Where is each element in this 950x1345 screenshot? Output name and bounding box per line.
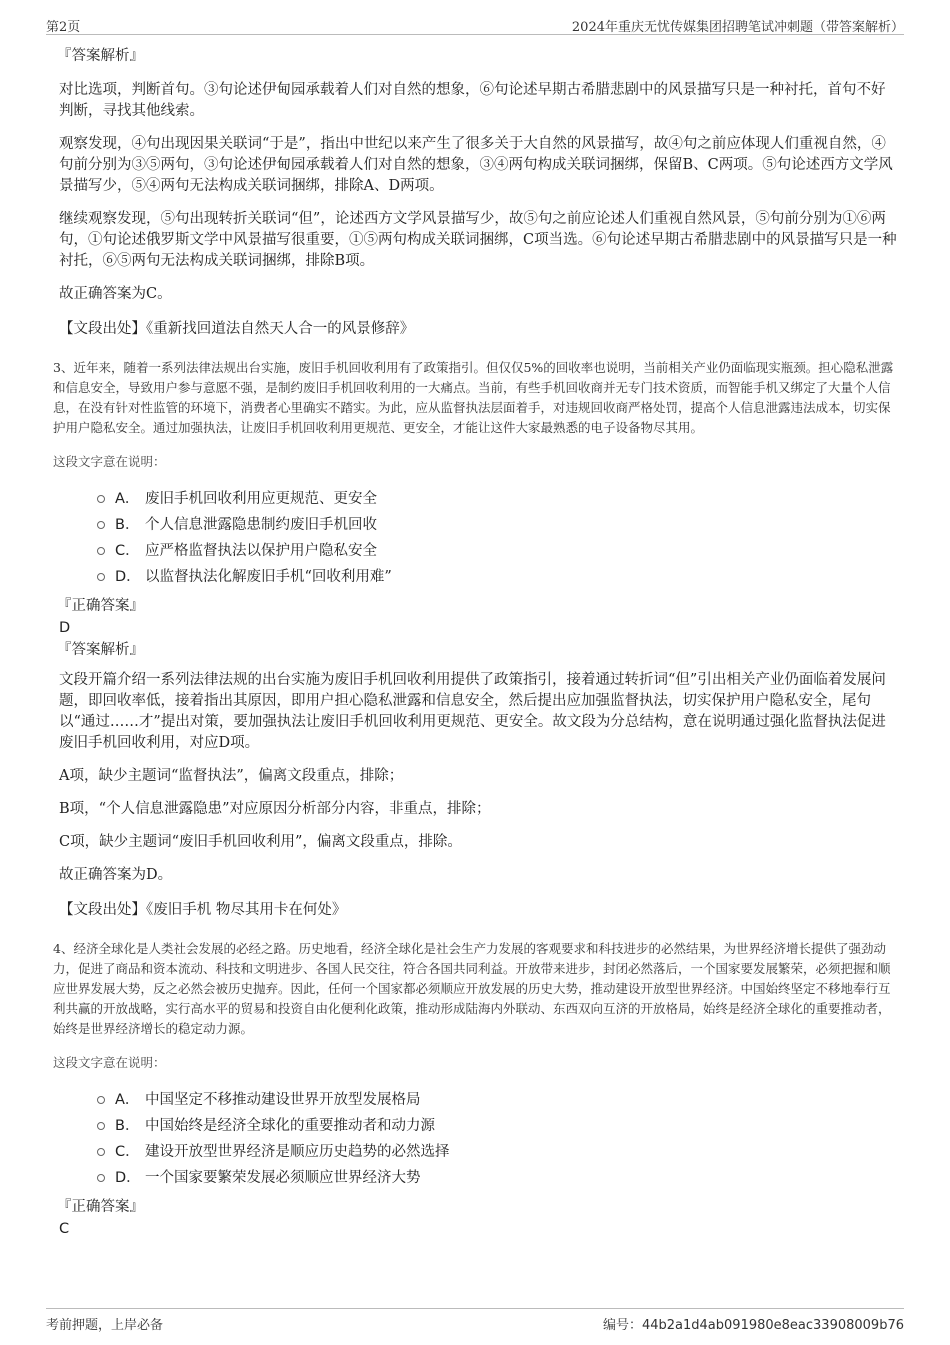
option-text: 建设开放型世界经济是顺应历史趋势的必然选择 — [145, 1144, 450, 1160]
answer-label: 『正确答案』 — [57, 598, 144, 614]
option-a[interactable] — [97, 486, 897, 512]
analysis-paragraph: A项，缺少主题词“监督执法”，偏离文段重点，排除； — [59, 768, 404, 784]
passage-source: 【文段出处】《重新找回道法自然天人合一的风景修辞》 — [59, 321, 415, 337]
option-text: 中国始终是经济全球化的重要推动者和动力源 — [145, 1118, 435, 1134]
analysis-paragraph: 观察发现，④句出现因果关联词“于是”，指出中世纪以来产生了很多关于大自然的风景描写，故④句之前应体现人们重视自然，④句前分别为③⑤两句，③句论述伊甸园承载着人们对自然的想象，③④两句构成关联词捆绑，保留B、C两项。⑤句论述西方文学风景描写少，⑤④两句无法构成关联词捆绑，排除A、D两项。 — [59, 136, 893, 194]
analysis-paragraph: 继续观察发现，⑤句出现转折关联词“但”，论述西方文学风景描写少，故⑤句之前应论述人们重视自然风景，⑤句前分别为①⑥两句，①句论述俄罗斯文学中风景描写很重要，①⑤两句构成关联词捆绑，C项当选。⑥句论述早期古希腊悲剧中的风景描写只是一种衬托，⑥⑤两句无法构成关联词捆绑，排除B项。 — [59, 211, 897, 269]
radio-icon[interactable] — [97, 573, 105, 581]
option-letter: D． — [115, 1170, 141, 1186]
option-text: 应严格监督执法以保护用户隐私安全 — [145, 543, 377, 559]
question-3-text: 3、近年来，随着一系列法律法规出台实施，废旧手机回收利用有了政策指引。但仅仅5%的回收率也说明，当前相关产业仍面临现实瓶颈。担心隐私泄露和信息安全，导致用户参与意愿不强，是制约废旧手机回收利用的一大痛点。当前，有些手机回收商并无专门技术资质，而智能手机又绑定了大量个人信息，在没有针对性监管的环境下，消费者心里确实不踏实。为此，应从监督执法层面着手，对违规回收商严格处罚，提高个人信息泄露违法成本，切实保护用户隐私安全。通过加强执法，让废旧手机回收利用更规范、更安全，才能让这件大家最熟悉的电子设备物尽其用。 — [53, 360, 894, 435]
option-letter: C． — [115, 1144, 140, 1160]
question-3-prompt: 这段文字意在说明： — [53, 454, 166, 469]
analysis-paragraph: 故正确答案为C。 — [59, 286, 172, 302]
analysis-paragraph: 文段开篇介绍一系列法律法规的出台实施为废旧手机回收利用提供了政策指引，接着通过转折词“但”引出相关产业仍面临着发展问题，即回收率低，接着指出其原因，即用户担心隐私泄露和信息安全，然后提出应加强监督执法，切实保护用户隐私安全，尾句以“通过……才”提出对策，要加强执法让废旧手机回收利用更规范、更安全。故文段为分总结构，意在说明通过强化监督执法促进废旧手机回收利用，对应D项。 — [59, 672, 886, 751]
option-letter: D． — [115, 569, 141, 585]
analysis-paragraph: 对比选项，判断首句。③句论述伊甸园承载着人们对自然的想象，⑥句论述早期古希腊悲剧中的风景描写只是一种衬托，首句不好判断，寻找其他线索。 — [59, 82, 886, 119]
radio-icon[interactable] — [97, 1174, 105, 1182]
option-text: 废旧手机回收利用应更规范、更安全 — [145, 491, 377, 507]
page-header — [46, 14, 904, 35]
analysis-label: 『答案解析』 — [57, 642, 144, 658]
correct-answer: D — [59, 620, 71, 636]
option-letter: B． — [115, 1118, 140, 1134]
radio-icon[interactable] — [97, 1122, 105, 1130]
option-c[interactable] — [97, 538, 897, 564]
radio-icon[interactable] — [97, 521, 105, 529]
analysis-label: 『答案解析』 — [57, 48, 144, 64]
question-4-prompt: 这段文字意在说明： — [53, 1055, 166, 1070]
analysis-paragraph: C项，缺少主题词“废旧手机回收利用”，偏离文段重点，排除。 — [59, 834, 462, 850]
radio-icon[interactable] — [97, 1096, 105, 1104]
option-b[interactable] — [97, 1113, 897, 1139]
option-text: 个人信息泄露隐患制约废旧手机回收 — [145, 517, 377, 533]
document-title: 2024年重庆无忧传媒集团招聘笔试冲刺题（带答案解析） — [571, 20, 904, 35]
option-c[interactable] — [97, 1139, 897, 1165]
option-letter: B． — [115, 517, 140, 533]
option-text: 一个国家要繁荣发展必须顺应世界经济大势 — [145, 1170, 421, 1186]
correct-answer: C — [59, 1221, 70, 1237]
option-letter: C． — [115, 543, 140, 559]
option-d[interactable] — [97, 1165, 897, 1191]
analysis-paragraph: 故正确答案为D。 — [59, 867, 173, 883]
page-number: 第2页 — [46, 20, 81, 35]
footer-slogan: 考前押题，上岸必备 — [46, 1318, 164, 1333]
question-3-options — [97, 486, 897, 590]
radio-icon[interactable] — [97, 547, 105, 555]
option-letter: A． — [115, 491, 140, 507]
option-a[interactable] — [97, 1087, 897, 1113]
option-text: 以监督执法化解废旧手机“回收利用难” — [145, 569, 392, 585]
option-b[interactable] — [97, 512, 897, 538]
radio-icon[interactable] — [97, 495, 105, 503]
passage-source: 【文段出处】《废旧手机 物尽其用卡在何处》 — [59, 902, 347, 918]
question-4-text: 4、经济全球化是人类社会发展的必经之路。历史地看，经济全球化是社会生产力发展的客观要求和科技进步的必然结果，为世界经济增长提供了强劲动力，促进了商品和资本流动、科技和文明进步、各国人民交往，符合各国共同利益。开放带来进步，封闭必然落后，一个国家要发展繁荣，必须把握和顺应世界发展大势，反之必然会被历史抛弃。因此，任何一个国家都必须顺应开放发展的历史大势，推动建设开放型世界经济。中国始终坚定不移地奉行互利共赢的开放战略，实行高水平的贸易和投资自由化便利化政策，推动形成陆海内外联动、东西双向互济的开放格局，始终是经济全球化的重要推动者，始终是世界经济增长的稳定动力源。 — [53, 941, 891, 1036]
option-text: 中国坚定不移推动建设世界开放型发展格局 — [145, 1092, 421, 1108]
option-d[interactable] — [97, 564, 897, 590]
page-footer — [46, 1308, 904, 1333]
question-4-options — [97, 1087, 897, 1191]
analysis-paragraph: B项，“个人信息泄露隐患”对应原因分析部分内容，非重点，排除； — [59, 801, 491, 817]
answer-label: 『正确答案』 — [57, 1199, 144, 1215]
radio-icon[interactable] — [97, 1148, 105, 1156]
document-id: 编号：44b2a1d4ab091980e8eac33908009b76 — [602, 1318, 904, 1333]
page-content — [53, 46, 897, 1241]
option-letter: A． — [115, 1092, 140, 1108]
